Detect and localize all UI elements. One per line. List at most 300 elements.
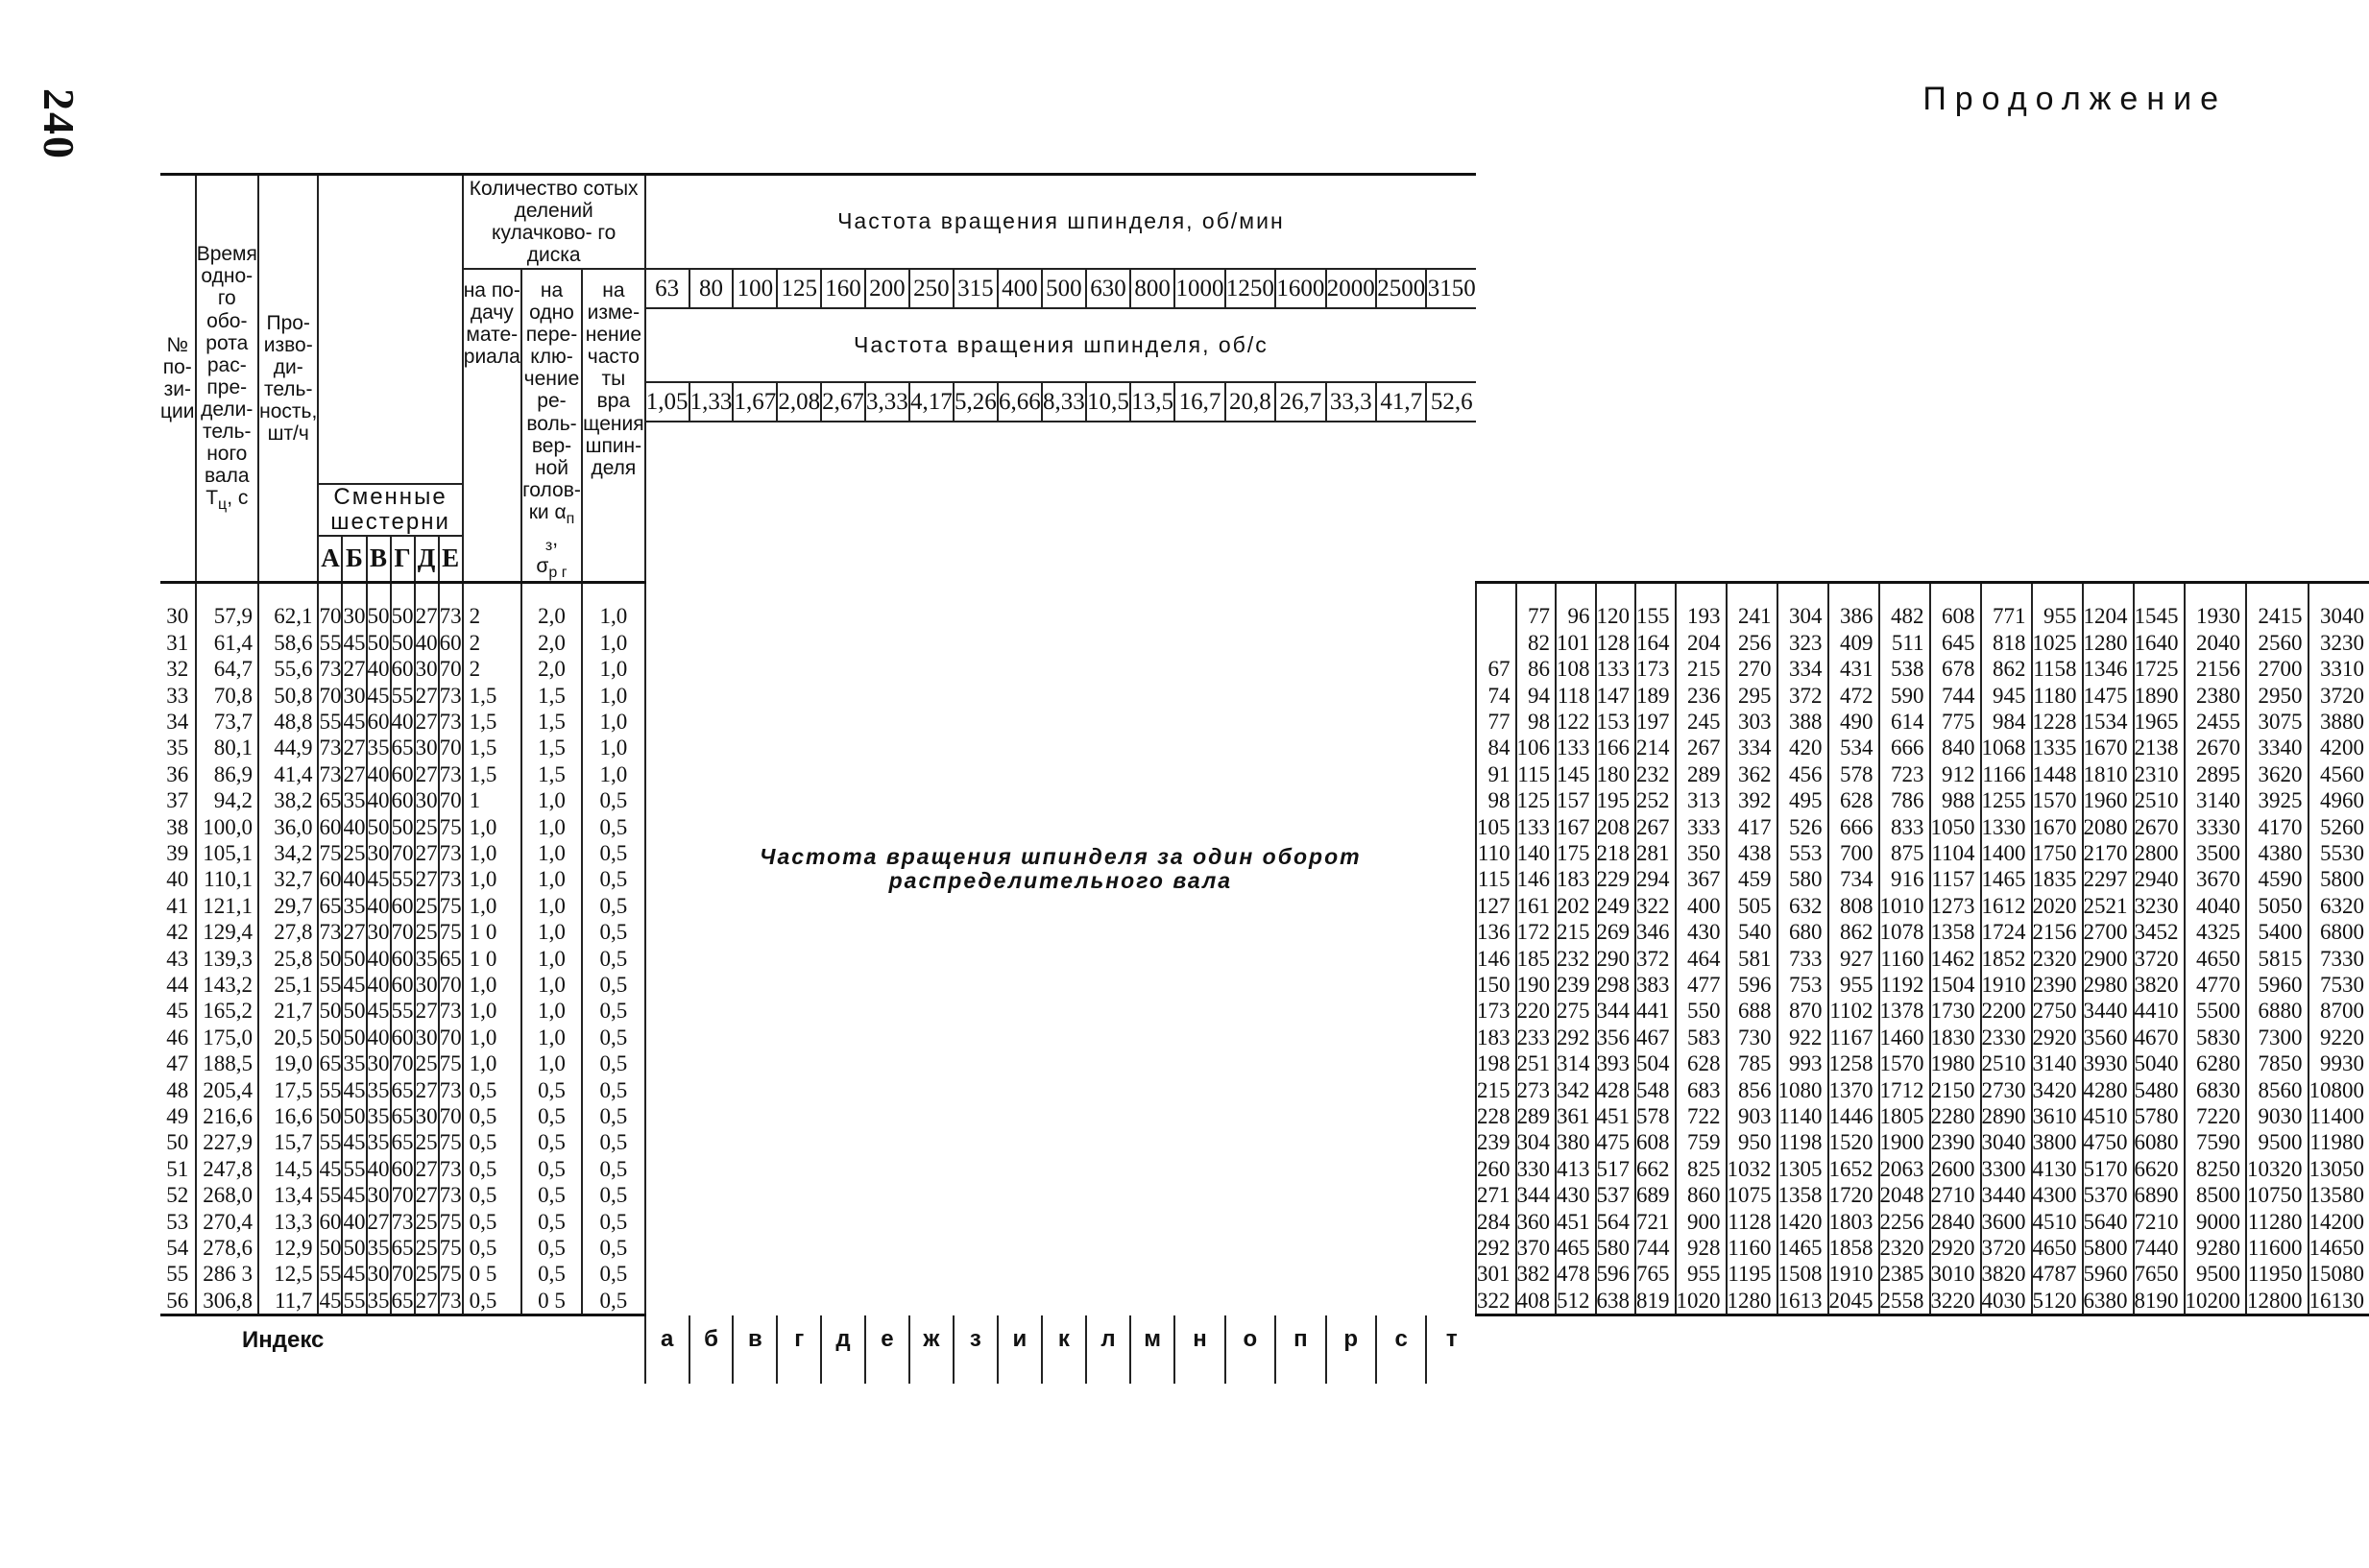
rpm-value: 630 — [1086, 269, 1130, 308]
table-cell: 42 — [166, 920, 189, 945]
rpm-value: 200 — [865, 269, 909, 308]
table-cell: 1157 — [1931, 867, 1975, 892]
table-cell: 150 — [1477, 972, 1511, 997]
gear-header: Е — [439, 536, 463, 583]
table-cell: 25,8 — [274, 946, 313, 971]
table-cell: 40 — [367, 1156, 390, 1181]
table-cell: 1160 — [1728, 1236, 1772, 1261]
table-cell: 4325 — [2196, 920, 2240, 945]
table-cell: 4380 — [2258, 840, 2303, 865]
table-cell: 3220 — [1930, 1288, 1975, 1313]
table-cell: 1195 — [1728, 1262, 1772, 1287]
table-cell: 3140 — [2032, 1051, 2077, 1076]
table-cell: 3670 — [2196, 867, 2240, 892]
table-cell: 157 — [1557, 788, 1590, 813]
table-cell: 2330 — [1981, 1025, 2026, 1049]
table-cell: 45 — [367, 999, 390, 1024]
index-letter: т — [1426, 1315, 1476, 1385]
table-cell: 334 — [1789, 657, 1823, 682]
table-cell: 33 — [166, 683, 189, 708]
table-cell: 4770 — [2196, 972, 2240, 997]
table-cell: 215 — [1557, 920, 1590, 945]
table-cell: 2510 — [2134, 788, 2179, 813]
rps-value: 2,08 — [777, 382, 821, 422]
table-cell: 744 — [1942, 683, 1975, 708]
table-cell: 2138 — [2134, 736, 2179, 760]
table-cell: 3820 — [2134, 972, 2179, 997]
table-cell: 362 — [1738, 761, 1772, 786]
table-cell: 9500 — [2258, 1130, 2303, 1155]
table-cell: 70 — [439, 1025, 462, 1049]
table-cell: 290 — [1596, 946, 1630, 971]
table-cell: 3500 — [2196, 840, 2240, 865]
table-cell: 45 — [343, 630, 366, 655]
table-cell: 100,0 — [203, 814, 253, 839]
table-cell: 73 — [319, 736, 342, 760]
table-cell: 322 — [1636, 893, 1670, 918]
table-cell: 4040 — [2196, 893, 2240, 918]
table-cell: 70 — [439, 657, 462, 682]
table-cell: 50 — [343, 1025, 366, 1049]
table-cell: 10320 — [2247, 1156, 2303, 1181]
table-cell: 30 — [367, 1183, 390, 1208]
rps-value: 2,67 — [821, 382, 865, 422]
table-cell: 94,2 — [213, 788, 253, 813]
table-cell: 105,1 — [203, 840, 253, 865]
table-cell: 1900 — [1879, 1130, 1924, 1155]
table-cell: 3820 — [1981, 1262, 2026, 1287]
table-cell: 27 — [367, 1209, 390, 1234]
table-cell: 4787 — [2032, 1262, 2077, 1287]
table-cell: 73 — [439, 999, 462, 1024]
table-cell: 464 — [1687, 946, 1721, 971]
table-cell: 55 — [319, 972, 342, 997]
table-cell: 1930 — [2196, 604, 2240, 629]
table-cell: 632 — [1789, 893, 1823, 918]
table-cell: 833 — [1891, 814, 1924, 839]
gear-header: В — [367, 536, 391, 583]
table-cell: 271 — [1477, 1183, 1511, 1208]
table-cell: 1,0 — [538, 999, 566, 1024]
table-cell: 504 — [1636, 1051, 1670, 1076]
table-cell: 1858 — [1828, 1236, 1873, 1261]
table-cell: 438 — [1738, 840, 1772, 865]
table-cell: 40 — [415, 630, 438, 655]
table-cell: 372 — [1636, 946, 1670, 971]
table-cell: 6620 — [2134, 1156, 2179, 1181]
table-cell: 0,5 — [599, 999, 628, 1024]
table-cell: 27 — [415, 999, 438, 1024]
table-cell: 4130 — [2032, 1156, 2077, 1181]
table-cell: 50 — [343, 1236, 366, 1261]
table-cell: 46 — [166, 1025, 189, 1049]
table-cell: 133 — [1596, 657, 1630, 682]
table-cell: 247,8 — [203, 1156, 253, 1181]
table-cell: 5800 — [2083, 1236, 2128, 1261]
table-cell: 2150 — [1930, 1077, 1975, 1102]
table-cell: 3310 — [2320, 657, 2364, 682]
table-cell: 683 — [1687, 1077, 1721, 1102]
table-cell: 45 — [343, 1262, 366, 1287]
table-cell: 15080 — [2309, 1262, 2364, 1287]
table-cell: 35 — [343, 1051, 366, 1076]
table-cell: 2380 — [2196, 683, 2240, 708]
table-cell: 645 — [1942, 630, 1975, 655]
index-letter: з — [954, 1315, 998, 1385]
rps-value: 8,33 — [1042, 382, 1086, 422]
table-cell: 1810 — [2083, 761, 2128, 786]
table-cell: 228 — [1477, 1104, 1511, 1128]
table-cell: 284 — [1477, 1209, 1511, 1234]
table-cell: 0,5 — [599, 814, 628, 839]
table-cell: 65 — [319, 893, 342, 918]
table-cell: 153 — [1596, 709, 1630, 734]
table-cell: 121,1 — [203, 893, 253, 918]
table-cell: 0,5 — [538, 1130, 566, 1155]
table-cell: 45 — [343, 709, 366, 734]
rps-value: 1,05 — [645, 382, 689, 422]
table-cell: 1140 — [1778, 1104, 1823, 1128]
table-cell: 4300 — [2032, 1183, 2077, 1208]
table-cell: 1050 — [1930, 814, 1975, 839]
table-cell: 30 — [415, 788, 438, 813]
table-cell: 0,5 — [538, 1209, 566, 1234]
table-cell: 40 — [343, 867, 366, 892]
table-cell: 73 — [439, 840, 462, 865]
table-cell: 1273 — [1930, 893, 1975, 918]
table-cell: 70 — [439, 1104, 462, 1128]
table-cell: 27 — [343, 920, 366, 945]
table-cell: 581 — [1738, 946, 1772, 971]
table-cell: 27 — [343, 657, 366, 682]
table-cell: 40 — [367, 1025, 390, 1049]
table-cell: 1192 — [1880, 972, 1924, 997]
table-cell: 819 — [1636, 1288, 1670, 1313]
table-cell: 60 — [319, 814, 342, 839]
table-cell: 1508 — [1777, 1262, 1823, 1287]
table-cell: 31 — [166, 630, 189, 655]
table-cell: 356 — [1596, 1025, 1630, 1049]
table-cell: 75 — [439, 814, 462, 839]
table-cell: 759 — [1687, 1130, 1721, 1155]
table-cell: 2156 — [2196, 657, 2240, 682]
table-cell: 2670 — [2196, 736, 2240, 760]
table-cell: 1420 — [1777, 1209, 1823, 1234]
table-cell: 16,6 — [274, 1104, 313, 1128]
rps-value: 5,26 — [954, 382, 998, 422]
rpm-value: 315 — [954, 269, 998, 308]
table-cell: 25 — [415, 893, 438, 918]
table-cell: 55 — [343, 1288, 366, 1313]
table-cell: 408 — [1516, 1288, 1550, 1313]
rps-value: 10,5 — [1086, 382, 1130, 422]
table-cell: 342 — [1557, 1077, 1590, 1102]
table-cell: 1068 — [1981, 736, 2026, 760]
table-cell: 62,1 — [274, 604, 313, 629]
table-cell: 334 — [1738, 736, 1772, 760]
table-cell: 44,9 — [274, 736, 313, 760]
table-cell: 5050 — [2258, 893, 2303, 918]
table-cell: 1198 — [1778, 1130, 1823, 1155]
table-cell: 3452 — [2134, 920, 2179, 945]
table-cell: 467 — [1636, 1025, 1670, 1049]
table-cell: 400 — [1687, 893, 1721, 918]
table-cell: 1330 — [1981, 814, 2026, 839]
table-cell: 50 — [319, 1104, 342, 1128]
rpm-value: 160 — [821, 269, 865, 308]
table-cell: 57,9 — [213, 604, 253, 629]
table-cell: 166 — [1596, 736, 1630, 760]
table-cell: 441 — [1636, 999, 1670, 1024]
rps-value: 13,5 — [1130, 382, 1174, 422]
table-cell: 1025 — [2032, 630, 2077, 655]
gear-header: А — [318, 536, 342, 583]
table-cell: 1,0 — [538, 814, 566, 839]
gear-header: Д — [415, 536, 439, 583]
table-cell: 7850 — [2258, 1051, 2303, 1076]
table-cell: 216,6 — [203, 1104, 253, 1128]
table-cell: 5040 — [2134, 1051, 2179, 1076]
table-cell: 16130 — [2309, 1288, 2364, 1313]
table-cell: 27 — [415, 761, 438, 786]
table-cell: 193 — [1687, 604, 1721, 629]
table-cell: 232 — [1557, 946, 1590, 971]
table-cell: 60 — [391, 657, 414, 682]
rpm-value: 3150 — [1426, 269, 1476, 308]
table-cell: 765 — [1636, 1262, 1670, 1287]
table-cell: 4650 — [2032, 1236, 2077, 1261]
table-cell: 268,0 — [203, 1183, 253, 1208]
table-cell: 30 — [415, 1025, 438, 1049]
rpm-value: 400 — [998, 269, 1042, 308]
table-cell: 482 — [1891, 604, 1924, 629]
table-cell: 35 — [367, 736, 390, 760]
table-cell: 30 — [367, 1262, 390, 1287]
table-cell: 45 — [367, 683, 390, 708]
table-cell: 1,0 — [538, 920, 566, 945]
table-cell: 0,5 — [538, 1262, 566, 1287]
table-cell: 0,5 — [469, 1236, 497, 1261]
table-cell: 580 — [1596, 1236, 1630, 1261]
table-cell: 29,7 — [274, 893, 313, 918]
table-cell: 70 — [391, 840, 414, 865]
table-cell: 1,0 — [469, 814, 497, 839]
table-cell: 204 — [1687, 630, 1721, 655]
table-cell: 306,8 — [203, 1288, 253, 1313]
table-cell: 614 — [1891, 709, 1924, 734]
table-cell: 0 5 — [538, 1288, 566, 1313]
table-cell: 2710 — [1930, 1183, 1975, 1208]
table-cell: 1446 — [1828, 1104, 1873, 1128]
table-cell: 666 — [1840, 814, 1873, 839]
table-cell: 30 — [343, 683, 366, 708]
table-cell: 2800 — [2134, 840, 2179, 865]
table-cell: 1358 — [1930, 920, 1975, 945]
table-cell: 58,6 — [274, 630, 313, 655]
index-letter: и — [998, 1315, 1042, 1385]
table-cell: 1570 — [2032, 788, 2077, 813]
table-cell: 1078 — [1879, 920, 1924, 945]
table-cell: 11280 — [2247, 1209, 2303, 1234]
table-cell: 2063 — [1879, 1156, 1924, 1181]
table-cell: 50 — [343, 946, 366, 971]
table-cell: 0,5 — [469, 1288, 497, 1313]
table-cell: 50 — [391, 814, 414, 839]
table-cell: 6280 — [2196, 1051, 2240, 1076]
table-cell: 2415 — [2258, 604, 2303, 629]
table-cell: 3075 — [2258, 709, 2303, 734]
table-cell: 0,5 — [599, 867, 628, 892]
table-cell: 165,2 — [203, 999, 253, 1024]
table-cell: 120 — [1596, 604, 1630, 629]
table-cell: 20,5 — [274, 1025, 313, 1049]
table-cell: 11,7 — [275, 1288, 313, 1313]
table-cell: 7590 — [2196, 1130, 2240, 1155]
table-cell: 25 — [415, 920, 438, 945]
table-cell: 382 — [1516, 1262, 1550, 1287]
table-cell: 330 — [1516, 1156, 1550, 1181]
table-cell: 1,0 — [599, 736, 628, 760]
table-cell: 734 — [1840, 867, 1873, 892]
table-cell: 128 — [1596, 630, 1630, 655]
table-cell: 662 — [1636, 1156, 1670, 1181]
rpm-value: 63 — [645, 269, 689, 308]
table-cell: 6890 — [2134, 1183, 2179, 1208]
table-cell: 73 — [439, 761, 462, 786]
table-cell: 862 — [1993, 657, 2026, 682]
table-cell: 60 — [391, 761, 414, 786]
table-cell: 35 — [367, 1288, 390, 1313]
table-cell: 3440 — [1981, 1183, 2026, 1208]
table-cell: 553 — [1789, 840, 1823, 865]
table-cell: 1910 — [1828, 1262, 1873, 1287]
table-cell: 45 — [166, 999, 189, 1024]
table-cell: 1534 — [2083, 709, 2128, 734]
table-cell: 60 — [391, 972, 414, 997]
table-cell: 495 — [1789, 788, 1823, 813]
table-cell: 3800 — [2032, 1130, 2077, 1155]
table-cell: 9280 — [2196, 1236, 2240, 1261]
table-cell: 60 — [319, 867, 342, 892]
table-cell: 25 — [415, 1236, 438, 1261]
table-cell: 0,5 — [538, 1077, 566, 1102]
table-cell: 1370 — [1828, 1077, 1873, 1102]
table-cell: 388 — [1789, 709, 1823, 734]
table-cell: 40 — [367, 761, 390, 786]
table-cell: 73 — [319, 761, 342, 786]
table-cell: 108 — [1557, 657, 1590, 682]
table-cell: 39 — [166, 840, 189, 865]
table-cell: 73 — [439, 683, 462, 708]
table-cell: 27 — [343, 761, 366, 786]
table-cell: 8190 — [2134, 1288, 2179, 1313]
index-letter: е — [865, 1315, 909, 1385]
table-cell: 1102 — [1829, 999, 1873, 1024]
table-cell: 3330 — [2196, 814, 2240, 839]
table-cell: 1280 — [1727, 1288, 1772, 1313]
table-cell: 1,0 — [469, 972, 497, 997]
table-cell: 75 — [439, 893, 462, 918]
table-cell: 955 — [1687, 1262, 1721, 1287]
table-cell: 5480 — [2134, 1077, 2179, 1102]
gear-header: Г — [391, 536, 415, 583]
index-letter: г — [777, 1315, 821, 1385]
table-cell: 596 — [1738, 972, 1772, 997]
table-cell: 91 — [1487, 761, 1511, 786]
table-cell: 0,5 — [599, 1262, 628, 1287]
table-cell: 133 — [1516, 814, 1550, 839]
table-cell: 344 — [1516, 1183, 1550, 1208]
table-cell: 1010 — [1879, 893, 1924, 918]
table-cell: 786 — [1891, 788, 1924, 813]
table-cell: 2040 — [2196, 630, 2240, 655]
table-cell: 49 — [166, 1104, 189, 1128]
table-cell: 0,5 — [599, 1236, 628, 1261]
table-cell: 0,5 — [469, 1077, 497, 1102]
table-cell: 856 — [1738, 1077, 1772, 1102]
table-cell: 41,4 — [274, 761, 313, 786]
rps-value: 41,7 — [1376, 382, 1426, 422]
table-cell: 2045 — [1828, 1288, 1873, 1313]
rpm-value: 80 — [689, 269, 734, 308]
table-cell: 136 — [1477, 920, 1511, 945]
table-cell: 3880 — [2320, 709, 2364, 734]
table-cell: 65 — [439, 946, 462, 971]
table-cell: 55 — [319, 709, 342, 734]
table-cell: 2048 — [1879, 1183, 1924, 1208]
table-cell: 36 — [166, 761, 189, 786]
table-cell: 1,0 — [469, 867, 497, 892]
table-cell: 38 — [166, 814, 189, 839]
table-cell: 60 — [367, 709, 390, 734]
table-cell: 5960 — [2258, 972, 2303, 997]
table-cell: 70 — [319, 604, 342, 629]
table-cell: 32 — [166, 657, 189, 682]
table-cell: 286 3 — [203, 1262, 253, 1287]
table-cell: 2730 — [1981, 1077, 2026, 1102]
table-cell: 5780 — [2134, 1104, 2179, 1128]
table-cell: 13580 — [2309, 1183, 2364, 1208]
rpm-value: 100 — [733, 269, 777, 308]
table-cell: 1852 — [1981, 946, 2026, 971]
table-cell: 146 — [1516, 867, 1550, 892]
table-cell: 13,3 — [274, 1209, 313, 1234]
table-cell: 1724 — [1981, 920, 2026, 945]
rps-value: 20,8 — [1225, 382, 1275, 422]
table-cell: 721 — [1636, 1209, 1670, 1234]
table-cell: 984 — [1993, 709, 2026, 734]
table-cell: 3720 — [1981, 1236, 2026, 1261]
table-cell: 409 — [1840, 630, 1873, 655]
table-cell: 73 — [439, 1156, 462, 1181]
table-cell: 101 — [1557, 630, 1590, 655]
table-cell: 75 — [439, 1051, 462, 1076]
table-cell: 430 — [1687, 920, 1721, 945]
table-cell: 548 — [1636, 1077, 1670, 1102]
table-cell: 771 — [1993, 604, 2026, 629]
table-cell: 1448 — [2032, 761, 2077, 786]
table-cell: 393 — [1596, 1051, 1630, 1076]
table-cell: 73 — [439, 867, 462, 892]
table-cell: 75 — [319, 840, 342, 865]
table-cell: 0,5 — [599, 840, 628, 865]
table-cell: 139,3 — [203, 946, 253, 971]
table-cell: 2170 — [2083, 840, 2128, 865]
table-cell: 10750 — [2247, 1183, 2303, 1208]
table-cell: 3720 — [2134, 946, 2179, 971]
table-cell: 8500 — [2196, 1183, 2240, 1208]
table-cell: 1,0 — [538, 1025, 566, 1049]
